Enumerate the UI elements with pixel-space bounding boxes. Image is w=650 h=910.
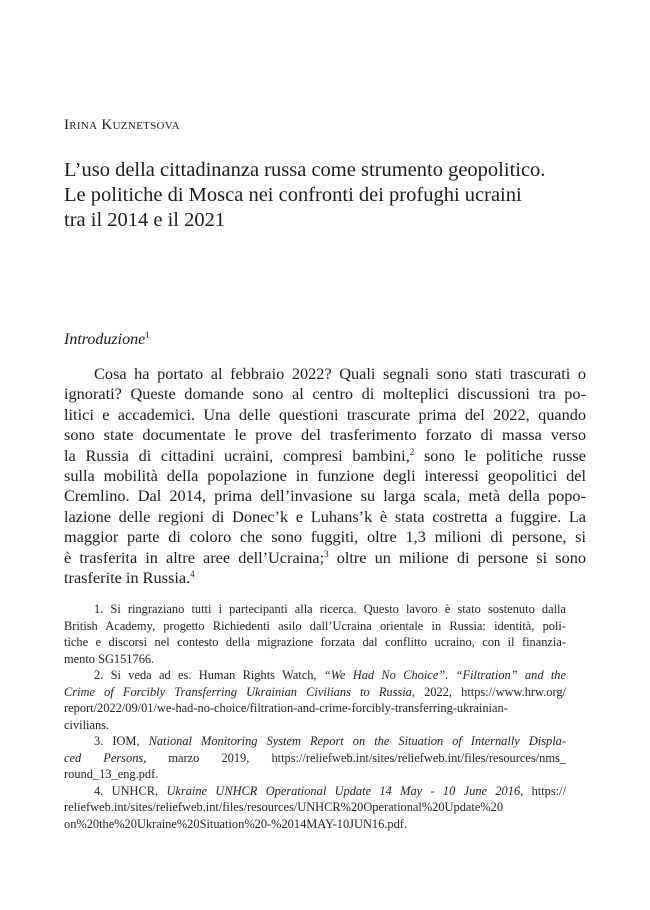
body-line: litici e accademici. Una delle questioni trascurate prima del 2022, quando — [64, 404, 586, 424]
title-line: L’uso della cittadinanza russa come strumento geopolitico. — [64, 159, 546, 181]
body-line — [64, 446, 586, 466]
body-line: maggior parte di coloro che sono fuggiti, oltre 1,3 milioni di persone, si — [64, 527, 586, 547]
section-heading-text: Introduzione — [64, 331, 146, 348]
footnote-1-line: mento SG151766. — [64, 651, 155, 666]
footnote-1-line: 1. Si ringraziano tutti i partecipanti alla ricerca. Questo lavoro è stato sostenuto dalla — [94, 602, 566, 616]
body-line-text: sono le politiche russe — [414, 445, 586, 465]
footnote-italic-text: Crime of Forcibly Transferring Ukrainian Civilians to Russia — [64, 684, 412, 699]
body-line-text: trasferite in Russia. — [64, 568, 191, 588]
footnote-3-line — [64, 750, 566, 767]
section-heading — [64, 330, 150, 349]
body-line: sono state documentate le prove del trasferimento forzato di massa verso — [64, 425, 586, 445]
footnote-4-line — [64, 783, 566, 800]
footnote-italic-text: Ukraine UNHCR Operational Update 14 May - 10 June 2016 — [166, 783, 521, 798]
body-line-text: è trasferita in altre aree dell’Ucraina; — [64, 547, 325, 567]
footnote-4-line[interactable]: on%20the%20Ukraine%20Situation%20-%2014MAY-10JUN16.pdf. — [64, 816, 407, 831]
footnote-3-line — [64, 733, 566, 750]
body-line — [64, 568, 586, 588]
footnote-1-line: tiche e discorsi nel contesto della migrazione forzata dal conflitto ucraino, con il finanzia- — [64, 635, 566, 649]
footnote-2-line — [64, 667, 566, 684]
footnotes — [64, 601, 566, 832]
body-line — [64, 548, 586, 568]
footnote-italic-text: “We Had No Choice”. “Filtration” and the — [323, 668, 566, 682]
body-line: Cosa ha portato al febbraio 2022? Quali segnali sono stati trascurati o — [94, 364, 586, 383]
article-title — [64, 158, 604, 233]
title-line: tra il 2014 e il 2021 — [64, 209, 226, 231]
footnote-2-line — [64, 684, 566, 701]
body-paragraph — [64, 364, 586, 588]
footnote-link[interactable]: , 2022, https://www.hrw.org/ — [411, 684, 567, 699]
footnote-ref-1[interactable]: 1 — [145, 330, 150, 340]
footnote-italic-text: National Monitoring System Report on the Situation of Internally Displa- — [148, 734, 566, 748]
body-line: lazione delle regioni di Donec’k e Luhans’k è stata costretta a fuggire. La — [64, 506, 586, 526]
footnote-1-line: British Academy, progetto Richiedenti asilo dall’Ucraina orientale in Russia: identità, poli- — [64, 618, 566, 633]
footnote-2-line[interactable]: civilians. — [64, 717, 110, 732]
footnote-text: 4. UNHCR, — [94, 783, 167, 798]
footnote-ref-2[interactable]: 2 — [409, 446, 415, 457]
footnote-text: 3. IOM, — [94, 734, 149, 748]
footnote-text: 2. Si veda ad es. Human Rights Watch, — [94, 668, 324, 682]
title-line: Le politiche di Mosca nei confronti dei profughi ucraini — [64, 184, 522, 206]
body-line: ignorati? Queste domande sono al centro di molteplici discussioni tra po- — [64, 384, 586, 404]
footnote-link[interactable]: , marzo 2019, https://reliefweb.int/sites/reliefweb.int/files/resources/nms_ — [143, 750, 566, 765]
footnote-3-line[interactable]: round_13_eng.pdf. — [64, 767, 159, 781]
body-line: sulla mobilità della popolazione in funzione degli interessi geopolitici del — [64, 466, 586, 486]
body-line-text: la Russia di cittadini ucraini, compresi bambini, — [64, 445, 410, 465]
author-name: Irina Kuznetsova — [64, 117, 180, 133]
footnote-italic-text: ced Persons — [64, 750, 144, 765]
body-line-text: oltre un milione di persone si sono — [328, 547, 587, 567]
footnote-ref-3[interactable]: 3 — [324, 548, 329, 559]
footnote-4-line[interactable]: reliefweb.int/sites/reliefweb.int/files/resources/UNHCR%20Operational%20Update%20 — [64, 800, 504, 814]
footnote-link[interactable]: , https:// — [520, 783, 567, 798]
footnote-ref-4[interactable]: 4 — [190, 569, 195, 580]
body-line: Cremlino. Dal 2014, prima dell’invasione su larga scala, metà della popo- — [64, 486, 586, 506]
footnote-2-line[interactable]: report/2022/09/01/we-had-no-choice/filtration-and-crime-forcibly-transferring-ukrainian- — [64, 701, 508, 715]
